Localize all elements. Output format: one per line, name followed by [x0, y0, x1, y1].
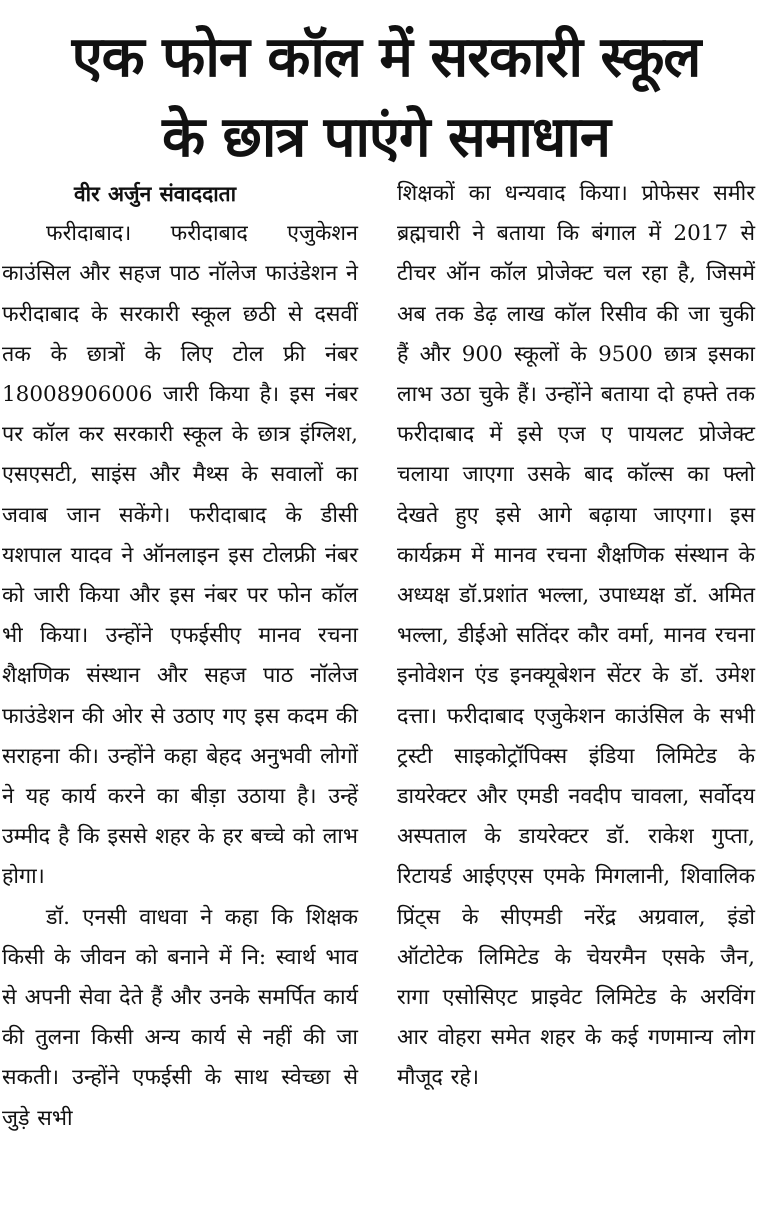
- byline: वीर अर्जुन संवाददाता: [74, 182, 237, 206]
- headline-line-1: एक फोन कॉल में सरकारी स्कूल: [71, 25, 701, 90]
- article-right-column: [397, 174, 755, 1099]
- article-paragraph-2: डॉ. एनसी वाधवा ने कहा कि शिक्षक किसी के जीवन को बनाने में नि: स्वार्थ भाव से अपनी सेवा देते हैं और उनके समर्पित कार्य की तुलना किसी अन्य कार्य से नहीं की जा सकती। उन्होंने एफईसी के साथ स्वेच्छा से जुड़े सभी: [2, 904, 358, 1131]
- article-paragraph-3: शिक्षकों का धन्यवाद किया। प्रोफेसर समीर ब्रह्मचारी ने बताया कि बंगाल में 2017 से टीचर ऑन कॉल प्रोजेक्ट चल रहा है, जिसमें अब तक डेढ़ लाख कॉल रिसीव की जा चुकी हैं और 900 स्कूलों के 9500 छात्र इसका लाभ उठा चुके हैं। उन्होंने बताया दो हफ्ते तक फरीदाबाद में इसे एज ए पायलट प्रोजेक्ट चलाया जाएगा उसके बाद कॉल्स का फ्लो देखते हुए इसे आगे बढ़ाया जाएगा। इस कार्यक्रम में मानव रचना शैक्षणिक संस्थान के अध्यक्ष डॉ.प्रशांत भल्ला, उपाध्यक्ष डॉ. अमित भल्ला, डीईओ सतिंदर कौर वर्मा, मानव रचना इनोवेशन एंड इनक्यूबेशन सेंटर के डॉ. उमेश दत्ता। फरीदाबाद एजुकेशन काउंसिल के सभी ट्रस्टी साइकोट्रॉपिक्स इंडिया लिमिटेड के डायरेक्टर और एमडी नवदीप चावला, सर्वोदय अस्पताल के डायरेक्टर डॉ. राकेश गुप्ता, रिटायर्ड आईएएस एमके मिगलानी, शिवालिक प्रिंट्स के सीएमडी नरेंद्र अग्रवाल, इंडो ऑटोटेक लिमिटेड के चेयरमैन एसके जैन, रागा एसोसिएट प्राइवेट लिमिटेड के अरविंग आर वोहरा समेत शहर के कई गणमान्य लोग मौजूद रहे।: [397, 181, 755, 1091]
- headline: [0, 18, 772, 178]
- article-paragraph-1: फरीदाबाद। फरीदाबाद एजुकेशन काउंसिल और सहज पाठ नॉलेज फाउंडेशन ने फरीदाबाद के सरकारी स्कूल छठी से दसवीं तक के छात्रों के लिए टोल फ्री नंबर 18008906006 जारी किया है। इस नंबर पर कॉल कर सरकारी स्कूल के छात्र इंग्लिश, एसएसटी, साइंस और मैथ्स के सवालों का जवाब जान सकेंगे। फरीदाबाद के डीसी यशपाल यादव ने ऑनलाइन इस टोलफ्री नंबर को जारी किया और इस नंबर पर फोन कॉल भी किया। उन्होंने एफईसीए मानव रचना शैक्षणिक संस्थान और सहज पाठ नॉलेज फाउंडेशन की ओर से उठाए गए इस कदम की सराहना की। उन्होंने कहा बेहद अनुभवी लोगों ने यह कार्य करने का बीड़ा उठाया है। उन्हें उम्मीद है कि इससे शहर के हर बच्चे को लाभ होगा।: [2, 221, 358, 890]
- headline-line-2: के छात्र पाएंगे समाधान: [162, 105, 610, 170]
- article-left-column: [2, 174, 358, 1139]
